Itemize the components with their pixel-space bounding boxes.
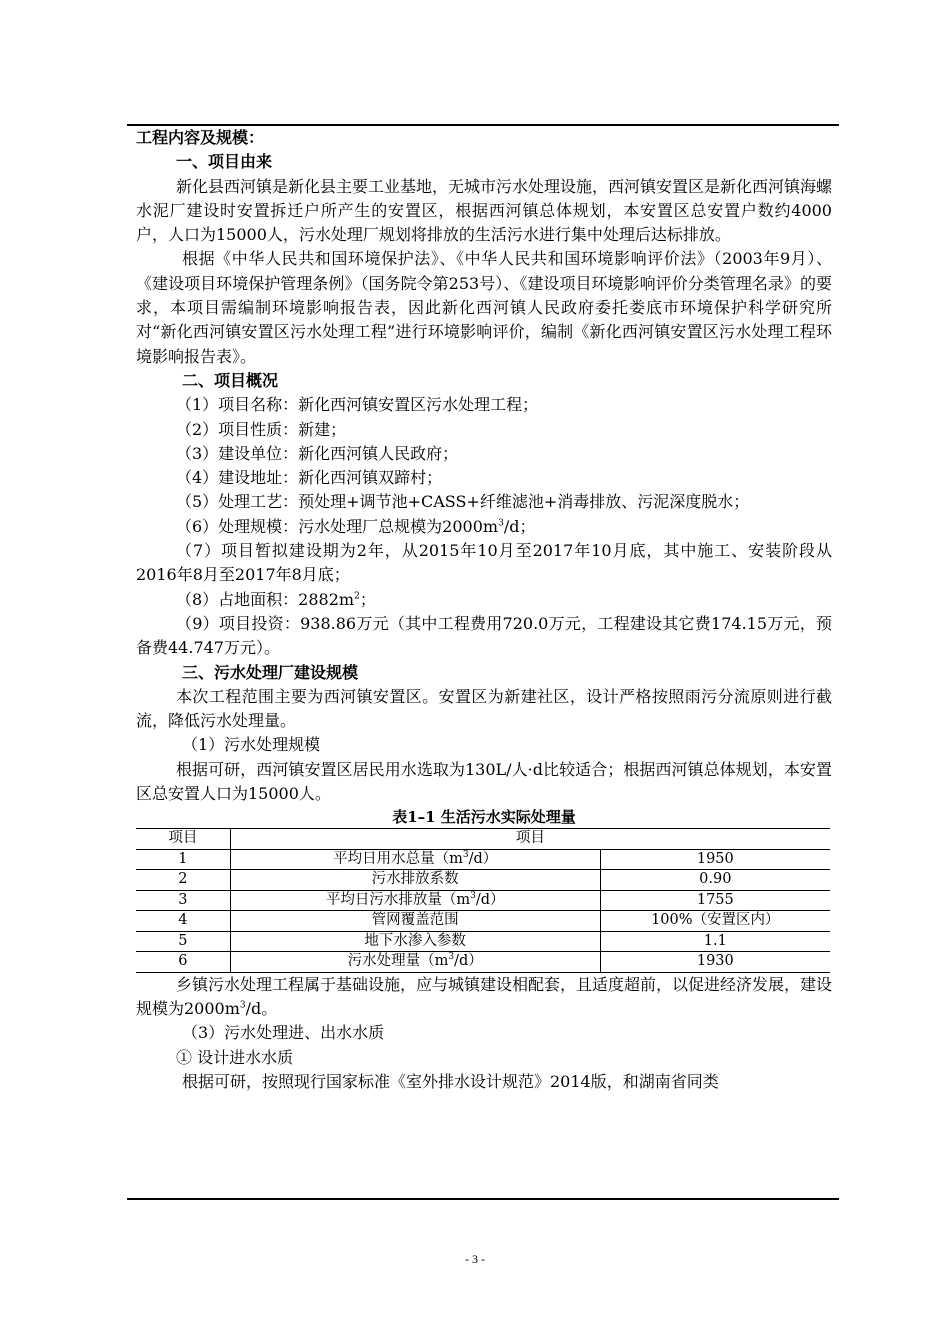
table-cell: 5	[136, 931, 230, 952]
paragraph-build-scale: 乡镇污水处理工程属于基础设施，应与城镇建设相配套，且适度超前，以促进经济发展，建设规模为$2000m^3/d$。	[136, 974, 833, 1019]
table-cell: 4	[136, 911, 230, 932]
table-cell: 1930	[600, 952, 830, 973]
overview-item: （9）项目投资：938.86万元（其中工程费用720.0万元，工程建设其它费174.15万元，预备费44.747万元）。	[136, 613, 832, 658]
subheading-water-quality: （3）污水处理进、出水水质	[182, 1023, 385, 1043]
table-header-cell: 项目	[230, 829, 830, 850]
overview-item: （8）占地面积：$2882m^2$；	[176, 589, 376, 609]
overview-item: （1）项目名称：新化西河镇安置区污水处理工程；	[176, 395, 539, 415]
table-row	[136, 911, 830, 932]
table-cell: 1755	[600, 890, 830, 911]
table-cell: 平均日污水排放量$(m^3/d)$	[230, 890, 600, 911]
table-cell: 地下水渗入参数	[230, 931, 600, 952]
table-cell: 污水处理量$(m^3/d)$	[230, 952, 600, 973]
table-row	[136, 849, 830, 870]
section-title: 工程内容及规模：	[136, 128, 265, 147]
overview-item: （6）处理规模：污水处理厂总规模为$2000m^3/d$；	[176, 516, 536, 536]
table-cell: 3	[136, 890, 230, 911]
heading-project-overview: 二、项目概况	[182, 370, 279, 390]
overview-item: （2）项目性质：新建；	[176, 419, 347, 439]
overview-item: （7）项目暂拟建设期为2年，从2015年10月至2017年10月底，其中施工、安装阶段从2016年8月至2017年8月底；	[136, 541, 832, 585]
table-cell: 0.90	[600, 870, 830, 891]
subheading-influent-quality: ① 设计进水水质	[176, 1047, 294, 1067]
table-cell: 2	[136, 870, 230, 891]
paragraph-scope: 本次工程范围主要为西河镇安置区。安置区为新建社区，设计严格按照雨污分流原则进行截流，降低污水处理量。	[136, 686, 832, 731]
paragraph-influent-basis: 根据可研，按照现行国家标准《室外排水设计规范》2014版，和湖南省同类	[182, 1072, 719, 1091]
table-cell: 1	[136, 849, 230, 870]
table-row	[136, 870, 830, 891]
subheading-treatment-scale: （1）污水处理规模	[182, 735, 321, 755]
heading-project-origin: 一、项目由来	[176, 152, 273, 172]
paragraph-legal-basis: 根据《中华人民共和国环境保护法》、《中华人民共和国环境影响评价法》（2003年9月）、《建设项目环境保护管理条例》（国务院令第253号）、《建设项目环境影响评价分类管理名录》的要求，本项目需编制环境影响报告表，因此新化西河镇人民政府委托娄底市环境保护科学研究所对“新化西河镇安置区污水处理工程”进行环境影响评价，编制《新化西河镇安置区污水处理工程环境影响报告表》。	[136, 249, 832, 366]
table-row	[136, 931, 830, 952]
sewage-volume-table	[136, 828, 830, 973]
paragraph-water-use: 根据可研，西河镇安置区居民用水选取为130L/人·d比较适合；根据西河镇总体规划，本安置区总安置人口为15000人。	[136, 759, 832, 804]
table-header-cell: 项目	[136, 829, 230, 850]
overview-item: （4）建设地址：新化西河镇双蹄村；	[176, 468, 443, 488]
table-cell: 管网覆盖范围	[230, 911, 600, 932]
page-number: - 3 -	[465, 1252, 485, 1266]
heading-plant-scale: 三、污水处理厂建设规模	[182, 662, 359, 682]
paragraph-origin: 新化县西河镇是新化县主要工业基地，无城市污水处理设施，西河镇安置区是新化西河镇海螺水泥厂建设时安置拆迁户所产生的安置区，根据西河镇总体规划，本安置区总安置户数约4000户，人口为15000人，污水处理厂规划将排放的生活污水进行集中处理后达标排放。	[136, 176, 833, 245]
table-caption: 表1–1 生活污水实际处理量	[392, 808, 576, 827]
table-cell: 1.1	[600, 931, 830, 952]
table-row	[136, 890, 830, 911]
table-cell: 污水排放系数	[230, 870, 600, 891]
document-body	[136, 126, 832, 1094]
table-cell: 1950	[600, 849, 830, 870]
table-row	[136, 952, 830, 973]
table-header-row	[136, 829, 830, 850]
table-cell: 平均日用水总量$(m^3/d)$	[230, 849, 600, 870]
table-cell: 100%（安置区内）	[600, 911, 830, 932]
overview-item: （5）处理工艺：预处理+调节池+CASS+纤维滤池+消毒排放、污泥深度脱水；	[176, 492, 750, 512]
overview-item: （3）建设单位：新化西河镇人民政府；	[176, 443, 459, 463]
table-cell: 6	[178, 953, 188, 970]
